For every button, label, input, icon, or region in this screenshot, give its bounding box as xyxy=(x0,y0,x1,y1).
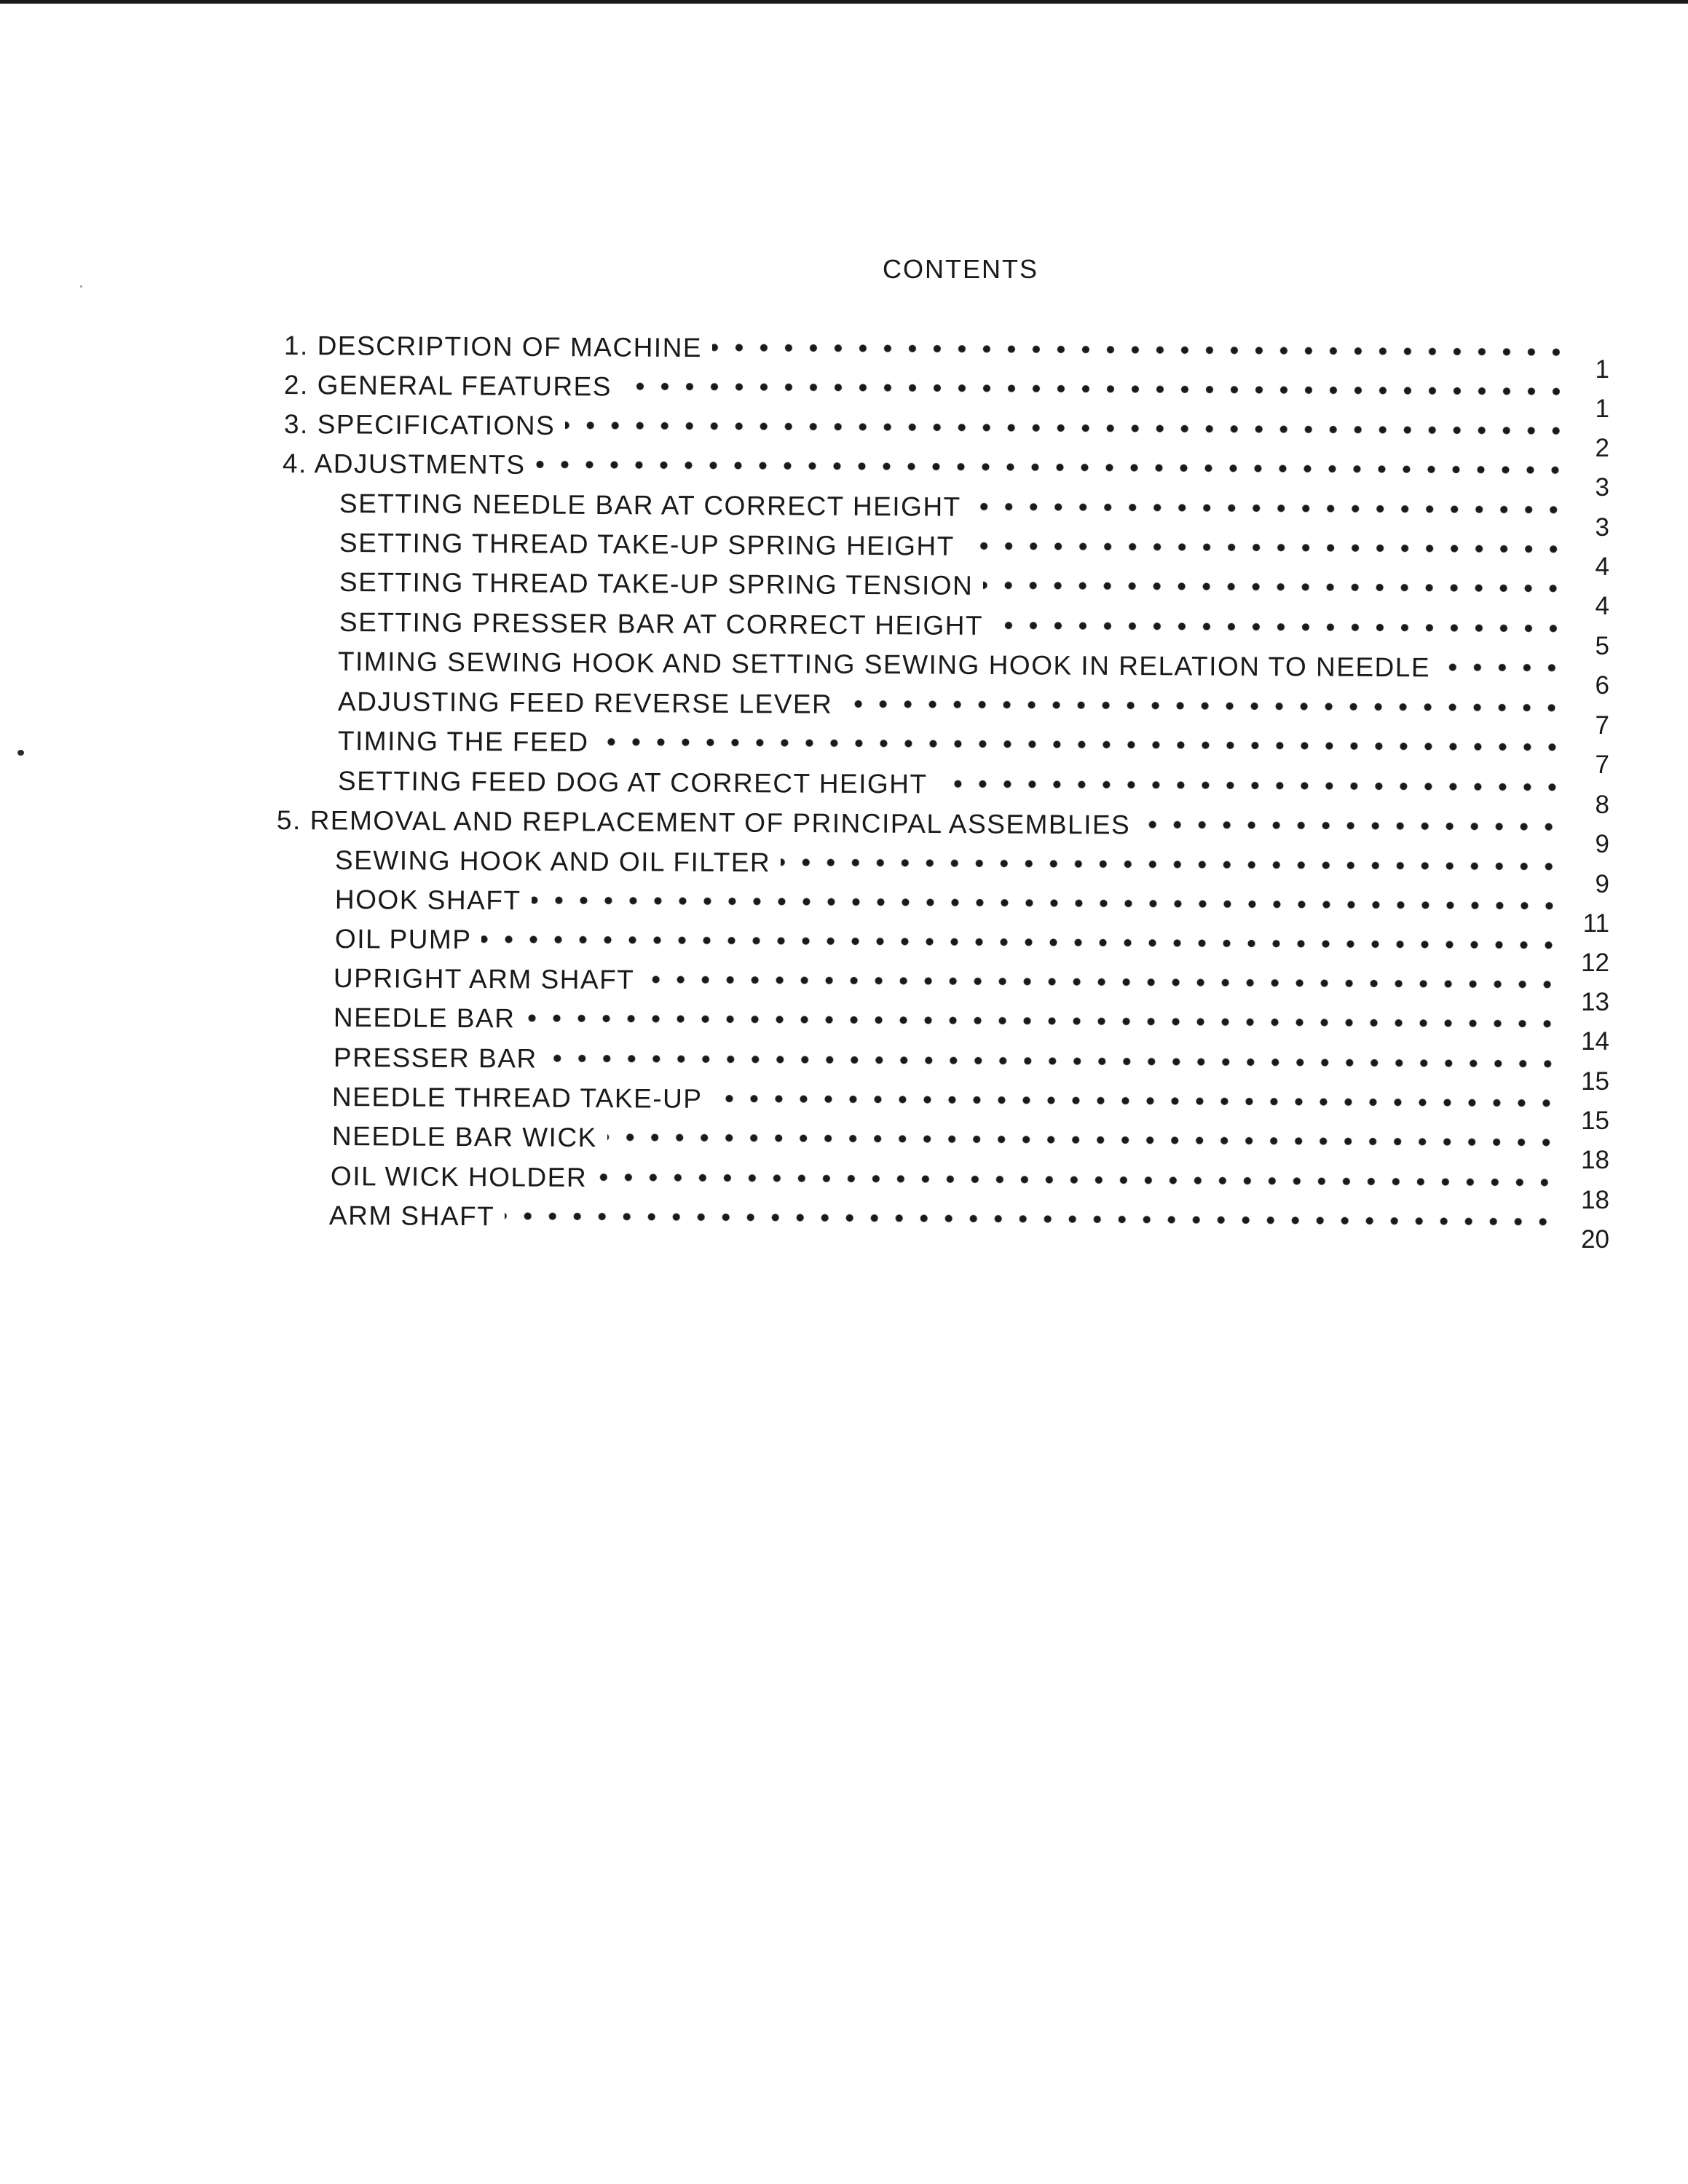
toc-entry-label: 5. REMOVAL AND REPLACEMENT OF PRINCIPAL ASSEMBLIES xyxy=(276,804,1131,840)
toc-entry-page-number: 11 xyxy=(1582,909,1609,938)
toc-entry-page-number: 13 xyxy=(1581,988,1609,1016)
toc-entry xyxy=(339,562,1570,608)
toc-entry-label: HOOK SHAFT xyxy=(334,884,521,915)
dot-leader xyxy=(481,934,1561,950)
toc-entry-label: UPRIGHT ARM SHAFT xyxy=(333,962,635,994)
toc-entry-label: 4. ADJUSTMENTS xyxy=(282,448,526,480)
toc-entry-page-number: 4 xyxy=(1595,592,1609,620)
toc-entry xyxy=(335,919,1566,965)
toc-entry-page-number: 18 xyxy=(1581,1186,1609,1214)
toc-entry-label: 1. DESCRIPTION OF MACHINE xyxy=(283,330,703,363)
dot-leader xyxy=(531,895,1561,911)
toc-entry-page-number: 7 xyxy=(1595,751,1609,779)
toc-entry xyxy=(335,879,1566,925)
toc-entry-label: SETTING PRESSER BAR AT CORRECT HEIGHT xyxy=(339,606,984,641)
dot-leader xyxy=(965,541,1566,555)
toc-entry xyxy=(283,443,1571,490)
toc-entry xyxy=(338,681,1569,727)
toc-entry-label: OIL PUMP xyxy=(334,923,472,954)
toc-entry-page-number: 1 xyxy=(1595,355,1609,384)
toc-entry-page-number: 15 xyxy=(1581,1107,1609,1135)
dot-leader xyxy=(971,502,1566,515)
toc-entry-label: SETTING NEEDLE BAR AT CORRECT HEIGHT xyxy=(339,488,961,522)
dot-leader xyxy=(938,779,1564,793)
toc-entry-page-number: 5 xyxy=(1595,632,1609,660)
toc-entry xyxy=(334,958,1564,1004)
toc-entry-label: SEWING HOOK AND OIL FILTER xyxy=(334,844,771,877)
toc-entry-page-number: 8 xyxy=(1595,791,1609,819)
toc-entry xyxy=(338,641,1569,687)
toc-entry-label: SETTING THREAD TAKE-UP SPRING TENSION xyxy=(339,566,974,601)
toc-entry-label: NEEDLE BAR WICK xyxy=(331,1120,597,1152)
toc-entry-label: NEEDLE BAR xyxy=(333,1002,516,1033)
toc-entry-label: TIMING THE FEED xyxy=(337,725,589,757)
toc-entry xyxy=(334,1037,1564,1083)
dot-leader xyxy=(1440,662,1564,673)
toc-entry-label: ARM SHAFT xyxy=(328,1200,495,1231)
toc-entry-page-number: 15 xyxy=(1581,1067,1609,1096)
toc-entry-page-number: 20 xyxy=(1581,1225,1609,1254)
toc-entry-page-number: 2 xyxy=(1595,434,1609,462)
dot-leader xyxy=(535,459,1567,475)
dot-leader xyxy=(1140,820,1561,832)
dot-leader xyxy=(548,1053,1560,1069)
toc-entry xyxy=(329,1195,1560,1241)
toc-entry-page-number: 12 xyxy=(1581,949,1609,977)
toc-entry xyxy=(284,325,1573,372)
toc-entry-page-number: 3 xyxy=(1595,473,1609,502)
toc-entry-page-number: 9 xyxy=(1595,830,1609,858)
toc-entry xyxy=(339,523,1570,569)
toc-entry-page-number: 6 xyxy=(1595,671,1609,700)
dot-leader xyxy=(781,857,1561,871)
toc-entry xyxy=(332,1116,1563,1162)
toc-entry-page-number: 9 xyxy=(1595,870,1609,898)
toc-entry-label: TIMING SEWING HOOK AND SETTING SEWING HOOK IN RELATION TO NEEDLE xyxy=(337,646,1431,682)
dot-leader xyxy=(622,381,1569,397)
dot-leader xyxy=(983,580,1566,593)
dot-leader xyxy=(644,974,1560,989)
contents-title: CONTENTS xyxy=(883,254,1038,284)
dot-leader xyxy=(843,699,1564,713)
toc-entry xyxy=(334,997,1564,1043)
toc-entry-label: ADJUSTING FEED REVERSE LEVER xyxy=(337,686,833,719)
toc-entry-label: 2. GENERAL FEATURES xyxy=(283,369,612,402)
toc-entry-page-number: 7 xyxy=(1595,711,1609,740)
dot-leader xyxy=(599,737,1564,752)
toc-entry xyxy=(331,1156,1561,1202)
dot-leader xyxy=(525,1013,1560,1029)
toc-entry xyxy=(338,761,1569,807)
toc-entry-page-number: 14 xyxy=(1581,1027,1609,1056)
toc-entry xyxy=(332,1077,1563,1123)
dot-leader xyxy=(505,1211,1555,1227)
dot-leader xyxy=(565,420,1569,436)
toc-entry-page-number: 1 xyxy=(1595,395,1609,423)
toc-entry-label: PRESSER BAR xyxy=(333,1042,537,1074)
toc-entry-label: OIL WICK HOLDER xyxy=(330,1160,588,1192)
dot-leader xyxy=(993,620,1566,633)
dot-leader xyxy=(597,1172,1557,1187)
dot-leader xyxy=(712,1093,1558,1108)
toc-entry xyxy=(277,800,1566,847)
toc-entry-page-number: 3 xyxy=(1595,513,1609,542)
toc-entry-label: 3. SPECIFICATIONS xyxy=(283,408,556,440)
toc-entry-label: NEEDLE THREAD TAKE-UP xyxy=(331,1081,703,1114)
toc-entry-page-number: 4 xyxy=(1595,553,1609,581)
toc-entry xyxy=(284,404,1573,451)
dot-leader xyxy=(712,342,1569,357)
dot-leader xyxy=(607,1132,1558,1147)
toc-entry xyxy=(284,365,1573,411)
toc-entry xyxy=(339,602,1570,648)
toc-entry xyxy=(335,840,1566,886)
toc-entry xyxy=(339,483,1570,529)
toc-entry-label: SETTING FEED DOG AT CORRECT HEIGHT xyxy=(337,765,928,799)
toc-entry xyxy=(338,721,1569,767)
toc-entry-label: SETTING THREAD TAKE-UP SPRING HEIGHT xyxy=(339,527,955,561)
toc-entry-page-number: 18 xyxy=(1581,1146,1609,1174)
